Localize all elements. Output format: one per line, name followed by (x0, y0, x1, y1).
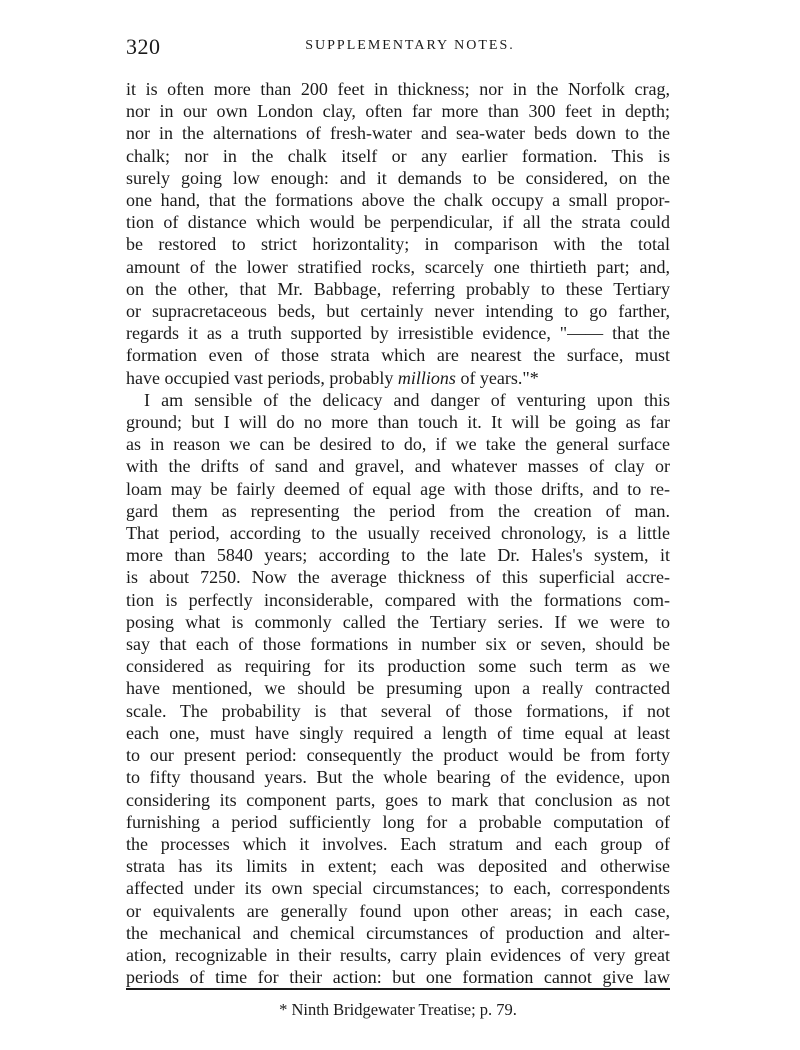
text-line: considering its component parts, goes to mark that conclusion as not (126, 789, 670, 810)
text-line: be restored to strict horizontality; in comparison with the total (126, 234, 670, 255)
text-line: or equivalents are generally found upon other areas; in each case, (126, 900, 670, 921)
text-line: ation, recognizable in their results, carry plain evidences of very great (126, 944, 670, 965)
text-line: considered as requiring for its production some such term as we (126, 656, 670, 677)
text-line: furnishing a period sufficiently long for a probable computation of (126, 811, 670, 832)
running-title: SUPPLEMENTARY NOTES. (305, 38, 515, 53)
text-line: each one, must have singly required a length of time equal at least (126, 722, 670, 743)
paragraph-2 (126, 389, 670, 988)
text-line: to fifty thousand years. But the whole bearing of the evidence, upon (126, 767, 670, 788)
italic-word: millions (397, 367, 456, 388)
text-line: to our present period: consequently the product would be from forty (126, 745, 670, 766)
footnote: * Ninth Bridgewater Treatise; p. 79. (279, 1000, 517, 1019)
text-line: formation even of those strata which are nearest the surface, must (126, 345, 670, 366)
text-run: of years."* (455, 367, 539, 388)
text-line: the processes which it involves. Each stratum and each group of (126, 833, 670, 854)
text-line: ground; but I will do no more than touch it. It will be going as far (126, 412, 670, 433)
text-line: surely going low enough: and it demands to be considered, on the (126, 167, 670, 188)
text-line: posing what is commonly called the Tertiary series. If we were to (126, 611, 670, 632)
text-line: affected under its own special circumstances; to each, correspondents (126, 878, 670, 899)
text-line (126, 367, 670, 389)
body-text (126, 78, 670, 988)
text-line: on the other, that Mr. Babbage, referring probably to these Tertiary (126, 278, 670, 299)
page-number: 320 (126, 34, 161, 59)
text-line: gard them as representing the period from the creation of man. (126, 500, 670, 521)
text-line: amount of the lower stratified rocks, scarcely one thirtieth part; and, (126, 256, 670, 277)
footnote-rule (126, 988, 670, 990)
paragraph-1 (126, 78, 670, 389)
text-line: say that each of those formations in number six or seven, should be (126, 634, 670, 655)
text-line: tion is perfectly inconsiderable, compared with the formations com- (126, 589, 670, 610)
text-line: it is often more than 200 feet in thickness; nor in the Norfolk crag, (126, 79, 670, 99)
text-run: have occupied vast periods, probably (126, 367, 398, 388)
text-line: chalk; nor in the chalk itself or any earlier formation. This is (126, 145, 670, 166)
text-line: or supracretaceous beds, but certainly never intending to go farther, (126, 301, 670, 322)
text-line: as in reason we can be desired to do, if we take the general surface (126, 434, 670, 455)
text-line: That period, according to the usually received chronology, is a little (126, 523, 670, 544)
text-line: nor in our own London clay, often far more than 300 feet in depth; (126, 101, 670, 122)
text-line: nor in the alternations of fresh-water and sea-water beds down to the (126, 123, 670, 144)
text-line: strata has its limits in extent; each was deposited and otherwise (126, 856, 670, 877)
text-line: periods of time for their action: but one formation cannot give law (126, 967, 670, 988)
text-line: loam may be fairly deemed of equal age with those drifts, and to re- (126, 478, 670, 499)
running-head (126, 34, 670, 62)
text-line: one hand, that the formations above the chalk occupy a small propor- (126, 190, 670, 211)
text-line: tion of distance which would be perpendicular, if all the strata could (126, 212, 670, 233)
text-line: with the drifts of sand and gravel, and whatever masses of clay or (126, 456, 670, 477)
text-line: I am sensible of the delicacy and danger of venturing upon this (144, 389, 670, 410)
text-line: regards it as a truth supported by irresistible evidence, "—— that the (126, 323, 670, 344)
text-line: is about 7250. Now the average thickness of this superficial accre- (126, 567, 670, 588)
text-line: the mechanical and chemical circumstances of production and alter- (126, 922, 670, 943)
text-line: more than 5840 years; according to the late Dr. Hales's system, it (126, 545, 670, 566)
text-line: have mentioned, we should be presuming upon a really contracted (126, 678, 670, 699)
text-line: scale. The probability is that several of those formations, if not (126, 700, 670, 721)
